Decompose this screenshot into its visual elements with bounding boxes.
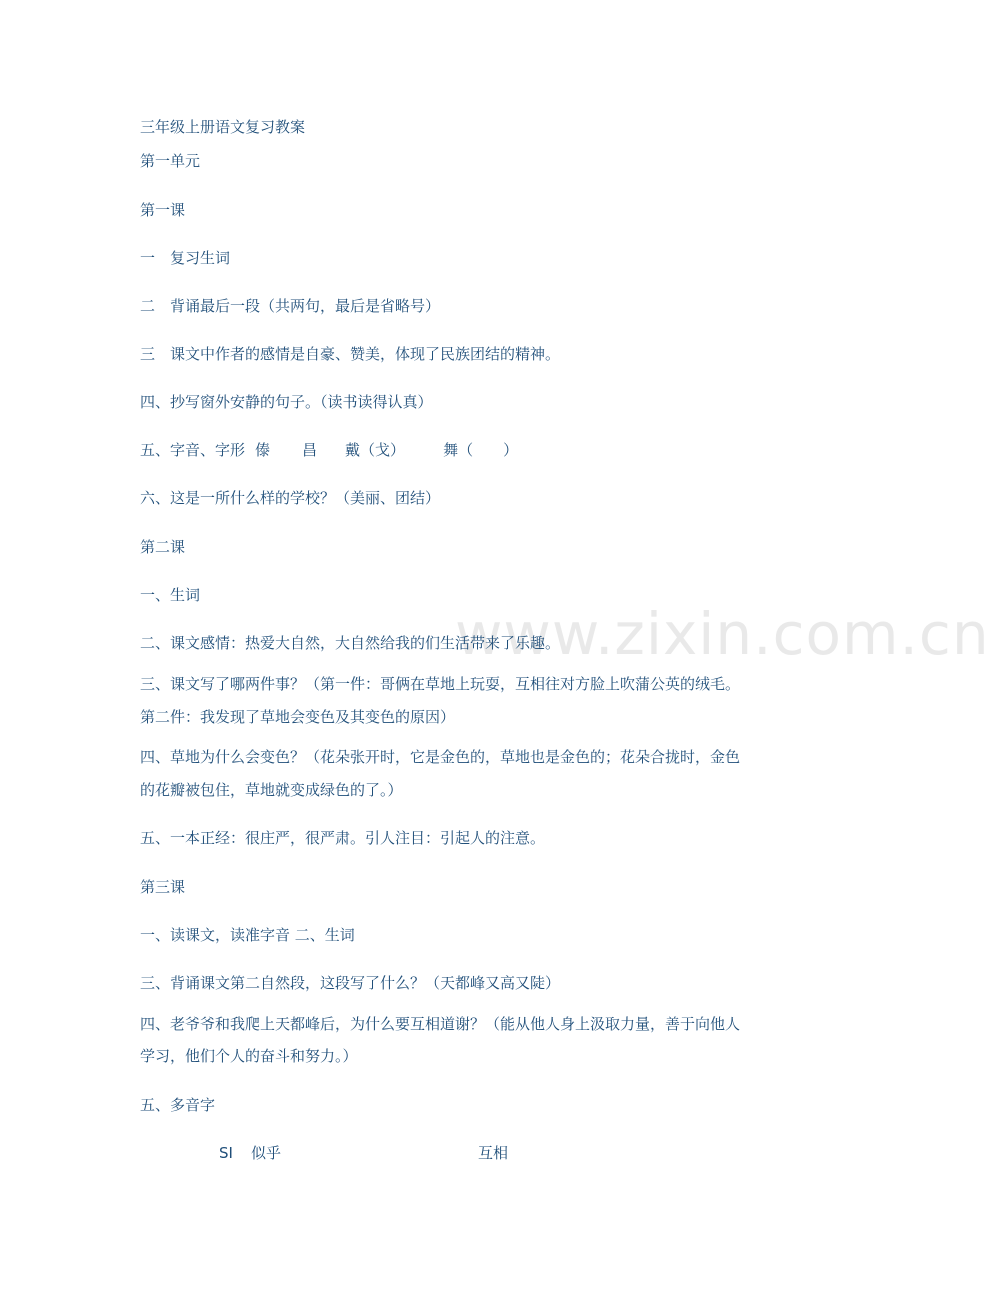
lesson1-item5: [140, 441, 518, 459]
watermark: www.zixin.com.cn: [455, 600, 990, 668]
char-wu-close: ）: [503, 441, 519, 459]
lesson2-item5: 五、一本正经：很庄严，很严肃。引人注目：引起人的注意。: [140, 829, 546, 847]
lesson3-item4-line2: 学习，他们个人的奋斗和努力。）: [140, 1047, 358, 1065]
lesson2-item2: 二、课文感情：热爱大自然，大自然给我的们生活带来了乐趣。: [140, 634, 561, 652]
lesson1-item4: 四、抄写窗外安静的句子。（读书读得认真）: [140, 393, 433, 411]
char-dai2: 戴（戈）: [345, 441, 406, 459]
char-wu: 舞（: [443, 441, 474, 459]
lesson1-item3: 三 课文中作者的感情是自豪、赞美，体现了民族团结的精神。: [140, 345, 561, 363]
lesson3-item3: 三、背诵课文第二自然段，这段写了什么？（天都峰又高又陡）: [140, 974, 561, 992]
document-title: 三年级上册语文复习教案: [140, 118, 306, 136]
lesson3-item5: 五、多音字: [140, 1096, 216, 1114]
pinyin-si: SI: [219, 1144, 233, 1162]
lesson2-item3-line1: 三、课文写了哪两件事？（第一件：哥俩在草地上玩耍，互相往对方脸上吹蒲公英的绒毛。: [140, 675, 741, 693]
char-dai: 傣: [255, 441, 271, 459]
lesson1-item2: 二 背诵最后一段（共两句，最后是省略号）: [140, 297, 441, 315]
lesson2-heading: 第二课: [140, 538, 186, 556]
lesson3-item1: 一、读课文，读准字音 二、生词: [140, 926, 355, 944]
unit-heading: 第一单元: [140, 152, 201, 170]
lesson1-item6: 六、这是一所什么样的学校？（美丽、团结）: [140, 489, 441, 507]
item5-label: 五、字音、字形: [140, 441, 246, 459]
lesson3-item4-line1: 四、老爷爷和我爬上天都峰后，为什么要互相道谢？（能从他人身上汲取力量，善于向他人: [140, 1015, 741, 1033]
lesson2-item4-line2: 的花瓣被包住，草地就变成绿色的了。）: [140, 781, 403, 799]
lesson1-item1: 一 复习生词: [140, 249, 231, 267]
lesson3-heading: 第三课: [140, 878, 186, 896]
poly-word-huxiang: 互相: [478, 1144, 509, 1162]
lesson1-heading: 第一课: [140, 201, 186, 219]
lesson2-item3-line2: 第二件：我发现了草地会变色及其变色的原因）: [140, 708, 456, 726]
poly-word-sihu: 似乎: [251, 1144, 282, 1162]
lesson2-item4-line1: 四、草地为什么会变色？（花朵张开时，它是金色的，草地也是金色的；花朵合拢时，金色: [140, 748, 741, 766]
char-chang: 昌: [302, 441, 318, 459]
lesson2-item1: 一、生词: [140, 586, 201, 604]
